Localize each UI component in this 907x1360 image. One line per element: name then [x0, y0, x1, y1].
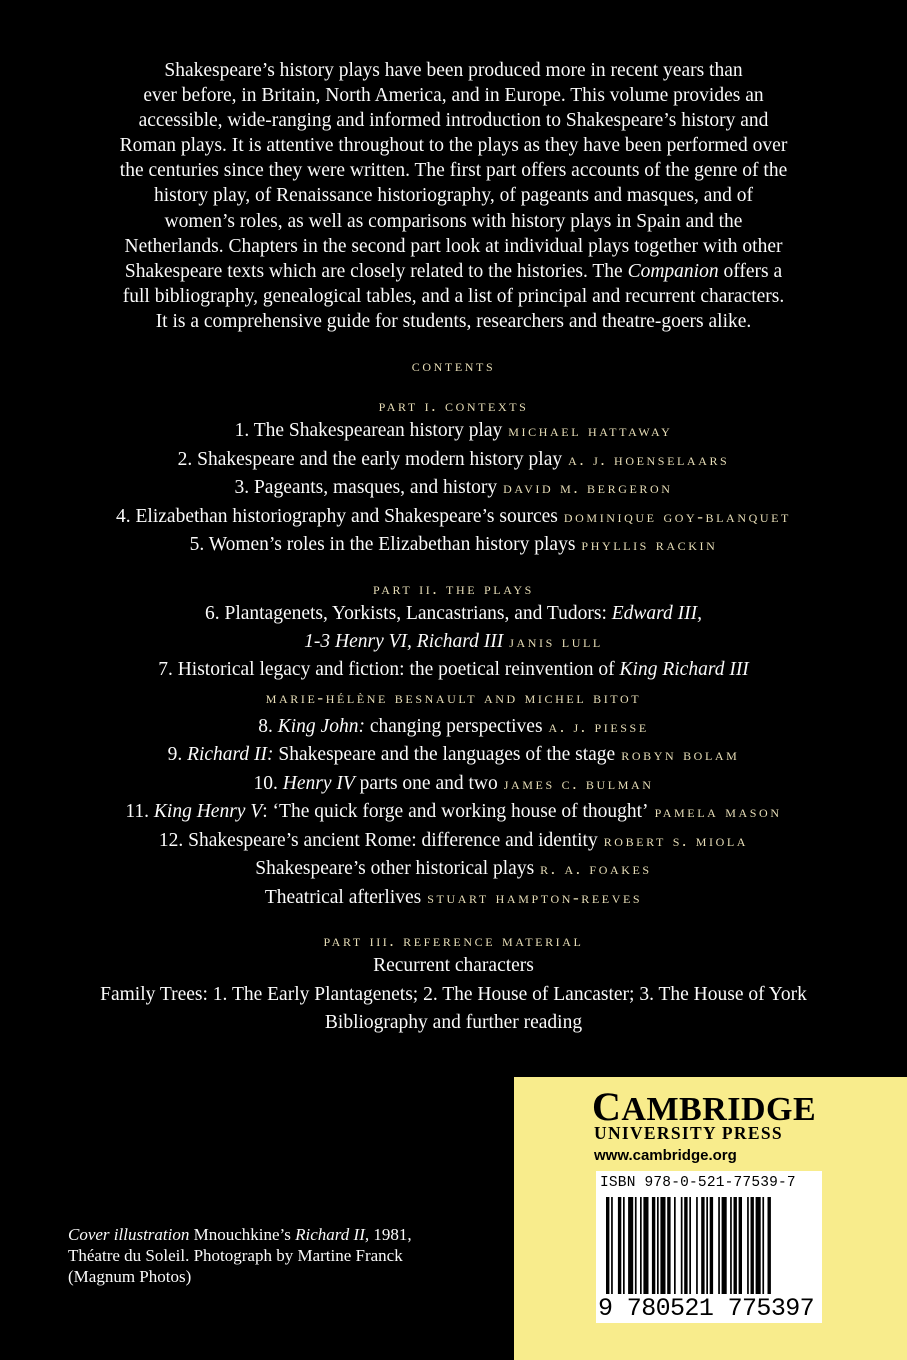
blurb-line: full bibliography, genealogical tables, and a list of principal and recurrent characters. — [122, 285, 785, 307]
barcode-bar — [674, 1197, 676, 1297]
chapter-author: pamela mason — [654, 802, 782, 821]
barcode-bar — [628, 1197, 633, 1297]
chapter-title: Shakespeare and the languages of the stage — [273, 744, 616, 765]
barcode-bar — [747, 1197, 749, 1297]
blurb-line — [60, 259, 847, 284]
chapter-title: changing perspectives — [364, 715, 543, 737]
chapter-title: Theatrical afterlives — [264, 886, 422, 908]
blurb-italic: Companion — [627, 260, 719, 282]
reference-item: Bibliography and further reading — [324, 1012, 583, 1033]
barcode-bar — [756, 1197, 761, 1297]
chapter-title: : ‘The quick forge and working house of thought’ — [262, 801, 649, 822]
chapter-title: 4. Elizabethan historiography and Shakespeare’s sources — [116, 505, 558, 527]
barcode-bar — [734, 1197, 737, 1297]
part-heading: part i. contexts — [378, 396, 529, 415]
credit-italic: Richard II, — [295, 1225, 370, 1244]
chapter-title: 9. — [167, 744, 188, 765]
barcode-bar — [643, 1197, 648, 1297]
chapter-author: phyllis rackin — [581, 535, 718, 554]
barcode-bar — [681, 1197, 683, 1297]
chapter-title-italic: 1-3 Henry VI, Richard III — [304, 630, 504, 652]
blurb-line: history play, of Renaissance historiography, of pageants and masques, and of — [153, 185, 754, 207]
chapter-title: parts one and two — [354, 772, 498, 794]
barcode-bar — [606, 1197, 609, 1297]
chapter-author: r. a. foakes — [540, 859, 652, 878]
barcode — [596, 1171, 822, 1323]
chapter-entry — [0, 713, 907, 742]
blurb-text: offers a — [718, 260, 783, 282]
blurb-line: ever before, in Britain, North America, and in Europe. This volume provides an — [143, 85, 764, 107]
chapter-title: 8. — [258, 715, 278, 737]
blurb-line: the centuries since they were written. The first part offers accounts of the genre of the — [119, 160, 788, 182]
barcode-bars — [602, 1197, 816, 1309]
blurb-line: women’s roles, as well as comparisons with history plays in Spain and the — [164, 210, 743, 232]
barcode-bar — [667, 1197, 670, 1297]
chapter-title: 2. Shakespeare and the early modern history play — [177, 448, 563, 470]
chapter-entry — [0, 855, 907, 884]
barcode-bar — [751, 1197, 754, 1297]
chapter-author: dominique goy-blanquet — [563, 506, 791, 526]
chapter-title-italic: King Richard III — [619, 658, 749, 680]
contents-title: contents — [411, 356, 496, 375]
blurb-text: Shakespeare texts which are closely related to the histories. The — [124, 260, 628, 282]
chapter-author: michael hattaway — [508, 421, 673, 440]
chapter-author: janis lull — [509, 631, 603, 651]
isbn-text: ISBN 978-0-521-77539-7 — [600, 1175, 796, 1191]
barcode-bar — [611, 1197, 613, 1297]
chapter-entry — [0, 770, 907, 799]
credit-line — [68, 1224, 488, 1245]
publisher-name-rest: AMBRIDGE — [621, 1091, 817, 1128]
chapter-entry — [0, 798, 907, 827]
chapter-entry — [0, 656, 907, 713]
publisher-panel — [514, 1077, 907, 1360]
barcode-bar — [660, 1197, 665, 1297]
barcode-bar — [652, 1197, 655, 1297]
barcode-bar — [696, 1197, 698, 1297]
barcode-bar — [623, 1197, 625, 1297]
chapter-entry — [0, 741, 907, 770]
credit-text: Mnouchkine’s — [189, 1225, 296, 1244]
barcode-bar — [701, 1197, 704, 1297]
chapter-title: 12. Shakespeare’s ancient Rome: difference and identity — [158, 829, 598, 851]
barcode-bar — [710, 1197, 713, 1297]
chapter-entry — [0, 474, 907, 503]
chapter-title: 6. Plantagenets, Yorkists, Lancastrians, and Tudors: — [204, 602, 612, 624]
chapter-entry — [0, 446, 907, 475]
blurb-line: Roman plays. It is attentive throughout to the plays as they have been performed over — [119, 135, 788, 157]
barcode-bar — [684, 1197, 687, 1297]
chapter-entry — [0, 600, 907, 656]
chapter-entry — [0, 827, 907, 856]
barcode-bar — [762, 1197, 764, 1297]
publisher-initial: C — [592, 1084, 622, 1129]
barcode-number: 9 780521 775397 — [598, 1294, 815, 1323]
barcode-bar — [657, 1197, 659, 1297]
publisher-subtitle: UNIVERSITY PRESS — [594, 1123, 783, 1143]
chapter-title: 1. The Shakespearean history play — [234, 420, 503, 441]
barcode-bar — [718, 1197, 720, 1297]
chapter-author: stuart hampton-reeves — [427, 887, 643, 907]
blurb — [60, 58, 847, 334]
barcode-bar — [739, 1197, 742, 1297]
barcode-bar — [706, 1197, 708, 1297]
blurb-line: accessible, wide-ranging and informed introduction to Shakespeare’s history and — [138, 110, 769, 132]
credit-text: 1981, — [369, 1225, 412, 1244]
blurb-line: Netherlands. Chapters in the second part look at individual plays together with other — [124, 235, 783, 257]
part-heading: part iii. reference material — [323, 931, 584, 950]
chapter-title: Shakespeare’s other historical plays — [255, 858, 535, 879]
chapter-title: 10. — [253, 772, 283, 794]
chapter-author: james c. bulman — [503, 773, 654, 793]
credit-line: (Magnum Photos) — [68, 1267, 192, 1286]
barcode-bar — [722, 1197, 727, 1297]
chapter-author: robyn bolam — [621, 745, 740, 764]
chapter-title: 7. Historical legacy and fiction: the poetical reinvention of — [158, 658, 620, 680]
credit-italic: Cover illustration — [68, 1225, 190, 1244]
blurb-line: It is a comprehensive guide for students, researchers and theatre-goers alike. — [155, 310, 752, 332]
chapter-author: david m. bergeron — [503, 478, 673, 497]
chapter-title-italic: Richard II: — [187, 744, 274, 765]
barcode-bar — [768, 1197, 771, 1297]
part-heading: part ii. the plays — [373, 578, 534, 598]
chapter-title-italic: Edward III, — [611, 602, 703, 624]
barcode-bar — [618, 1197, 621, 1297]
chapter-entry — [0, 531, 907, 560]
contents-list — [0, 355, 907, 1038]
reference-item: Recurrent characters — [373, 955, 534, 976]
chapter-title-italic: King Henry V — [153, 801, 263, 822]
chapter-title: 5. Women’s roles in the Elizabethan history plays — [189, 534, 576, 555]
barcode-bar — [689, 1197, 691, 1297]
credit-line: Théatre du Soleil. Photograph by Martine Franck — [68, 1246, 403, 1265]
chapter-author: marie-hélène besnault and michel bitot — [265, 688, 642, 707]
chapter-title-italic: Henry IV — [282, 772, 355, 794]
chapter-author: robert s. miola — [603, 830, 749, 850]
publisher-url[interactable]: www.cambridge.org — [594, 1147, 737, 1164]
chapter-entry — [0, 503, 907, 532]
chapter-entry — [0, 884, 907, 913]
cover-credit — [68, 1224, 488, 1287]
blurb-line: Shakespeare’s history plays have been produced more in recent years than — [164, 60, 743, 81]
reference-item: Family Trees: 1. The Early Plantagenets; 2. The House of Lancaster; 3. The House of York — [100, 983, 807, 1005]
barcode-bar — [635, 1197, 637, 1297]
barcode-bar — [730, 1197, 732, 1297]
chapter-author: a. j. piesse — [548, 716, 649, 736]
barcode-bar — [640, 1197, 642, 1297]
chapter-author: a. j. hoenselaars — [568, 449, 730, 469]
chapter-entry — [0, 417, 907, 446]
chapter-title: 11. — [125, 801, 154, 822]
chapter-title-italic: King John: — [277, 715, 365, 737]
chapter-title: 3. Pageants, masques, and history — [234, 477, 498, 498]
